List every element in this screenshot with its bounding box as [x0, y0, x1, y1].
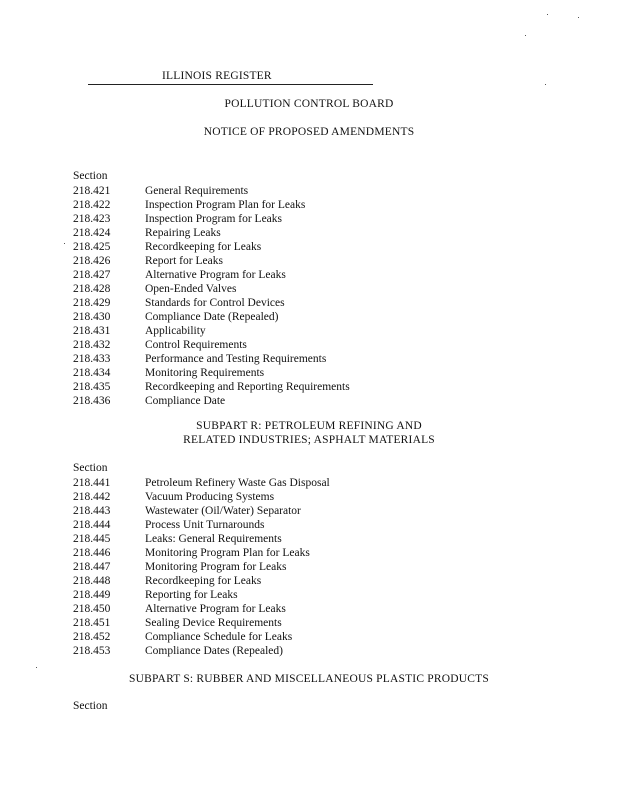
section-number: 218.442 [73, 491, 111, 503]
section-title: Repairing Leaks [145, 227, 221, 239]
section-number: 218.432 [73, 339, 111, 351]
section-number: 218.450 [73, 603, 111, 615]
section-row [73, 602, 433, 616]
board-title: POLLUTION CONTROL BOARD [224, 98, 394, 110]
section-number: 218.433 [73, 353, 111, 365]
section-row [73, 212, 433, 226]
section-number: 218.426 [73, 255, 111, 267]
section-label: Section [73, 170, 108, 182]
section-title: Sealing Device Requirements [145, 617, 282, 629]
section-title: Compliance Date [145, 395, 226, 407]
section-number: 218.449 [73, 589, 111, 601]
section-number: 218.428 [73, 283, 111, 295]
section-title: Compliance Date (Repealed) [145, 311, 279, 323]
section-row [73, 352, 433, 366]
section-row [73, 518, 433, 532]
section-row [73, 588, 433, 602]
section-list-1 [73, 184, 433, 408]
section-row [73, 476, 433, 490]
scan-speck [545, 84, 546, 85]
section-title: Monitoring Program Plan for Leaks [145, 547, 310, 559]
section-title: Compliance Schedule for Leaks [145, 631, 293, 643]
section-title: Monitoring Program for Leaks [145, 561, 287, 573]
section-row [73, 226, 433, 240]
section-title: Recordkeeping and Reporting Requirements [145, 381, 350, 393]
section-row [73, 310, 433, 324]
register-title: ILLINOIS REGISTER [162, 70, 272, 82]
section-title: Recordkeeping for Leaks [145, 575, 262, 587]
section-number: 218.448 [73, 575, 111, 587]
scan-speck [64, 243, 65, 244]
section-title: Applicability [145, 325, 206, 337]
section-number: 218.430 [73, 311, 111, 323]
section-number: 218.422 [73, 199, 111, 211]
section-row [73, 490, 433, 504]
section-title: Process Unit Turnarounds [145, 519, 265, 531]
section-title: Report for Leaks [145, 255, 223, 267]
section-title: Compliance Dates (Repealed) [145, 645, 283, 657]
section-title: Performance and Testing Requirements [145, 353, 327, 365]
section-number: 218.425 [73, 241, 111, 253]
section-title: Standards for Control Devices [145, 297, 285, 309]
subpart-r-line2: RELATED INDUSTRIES; ASPHALT MATERIALS [183, 434, 435, 446]
section-title: Reporting for Leaks [145, 589, 238, 601]
section-row [73, 282, 433, 296]
section-row [73, 644, 433, 658]
section-row [73, 380, 433, 394]
scan-speck [525, 35, 526, 36]
section-row [73, 240, 433, 254]
section-number: 218.434 [73, 367, 111, 379]
section-label: Section [73, 462, 108, 474]
section-title: General Requirements [145, 185, 249, 197]
section-row [73, 616, 433, 630]
section-title: Vacuum Producing Systems [145, 491, 275, 503]
section-number: 218.445 [73, 533, 111, 545]
section-number: 218.431 [73, 325, 111, 337]
section-number: 218.421 [73, 185, 111, 197]
subpart-r-line1: SUBPART R: PETROLEUM REFINING AND [196, 420, 422, 432]
section-row [73, 546, 433, 560]
header-rule [88, 84, 373, 85]
scan-speck [36, 667, 37, 668]
section-number: 218.447 [73, 561, 111, 573]
section-row [73, 296, 433, 310]
section-title: Alternative Program for Leaks [145, 603, 286, 615]
section-row [73, 574, 433, 588]
section-row [73, 268, 433, 282]
notice-title: NOTICE OF PROPOSED AMENDMENTS [203, 126, 415, 138]
section-title: Petroleum Refinery Waste Gas Disposal [145, 477, 330, 489]
scan-speck [578, 17, 579, 18]
section-row [73, 198, 433, 212]
section-title: Control Requirements [145, 339, 247, 351]
section-row [73, 324, 433, 338]
section-title: Alternative Program for Leaks [145, 269, 286, 281]
section-title: Inspection Program for Leaks [145, 213, 283, 225]
section-title: Wastewater (Oil/Water) Separator [145, 505, 301, 517]
section-row [73, 184, 433, 198]
section-number: 218.429 [73, 297, 111, 309]
section-number: 218.441 [73, 477, 111, 489]
subpart-s-heading: SUBPART S: RUBBER AND MISCELLANEOUS PLASTIC PRODUCTS [129, 673, 489, 685]
section-number: 218.452 [73, 631, 111, 643]
section-number: 218.443 [73, 505, 111, 517]
section-row [73, 630, 433, 644]
section-label: Section [73, 700, 108, 712]
section-number: 218.436 [73, 395, 111, 407]
section-title: Recordkeeping for Leaks [145, 241, 262, 253]
section-title: Inspection Program Plan for Leaks [145, 199, 306, 211]
section-title: Leaks: General Requirements [145, 533, 282, 545]
section-row [73, 338, 433, 352]
section-row [73, 254, 433, 268]
section-number: 218.423 [73, 213, 111, 225]
section-row [73, 504, 433, 518]
section-number: 218.424 [73, 227, 111, 239]
section-row [73, 532, 433, 546]
section-row [73, 366, 433, 380]
section-list-2 [73, 476, 433, 658]
section-number: 218.446 [73, 547, 111, 559]
section-number: 218.453 [73, 645, 111, 657]
section-title: Monitoring Requirements [145, 367, 265, 379]
section-title: Open-Ended Valves [145, 283, 237, 295]
section-number: 218.444 [73, 519, 111, 531]
section-number: 218.435 [73, 381, 111, 393]
section-number: 218.427 [73, 269, 111, 281]
section-row [73, 394, 433, 408]
section-row [73, 560, 433, 574]
section-number: 218.451 [73, 617, 111, 629]
scan-speck [547, 14, 548, 15]
